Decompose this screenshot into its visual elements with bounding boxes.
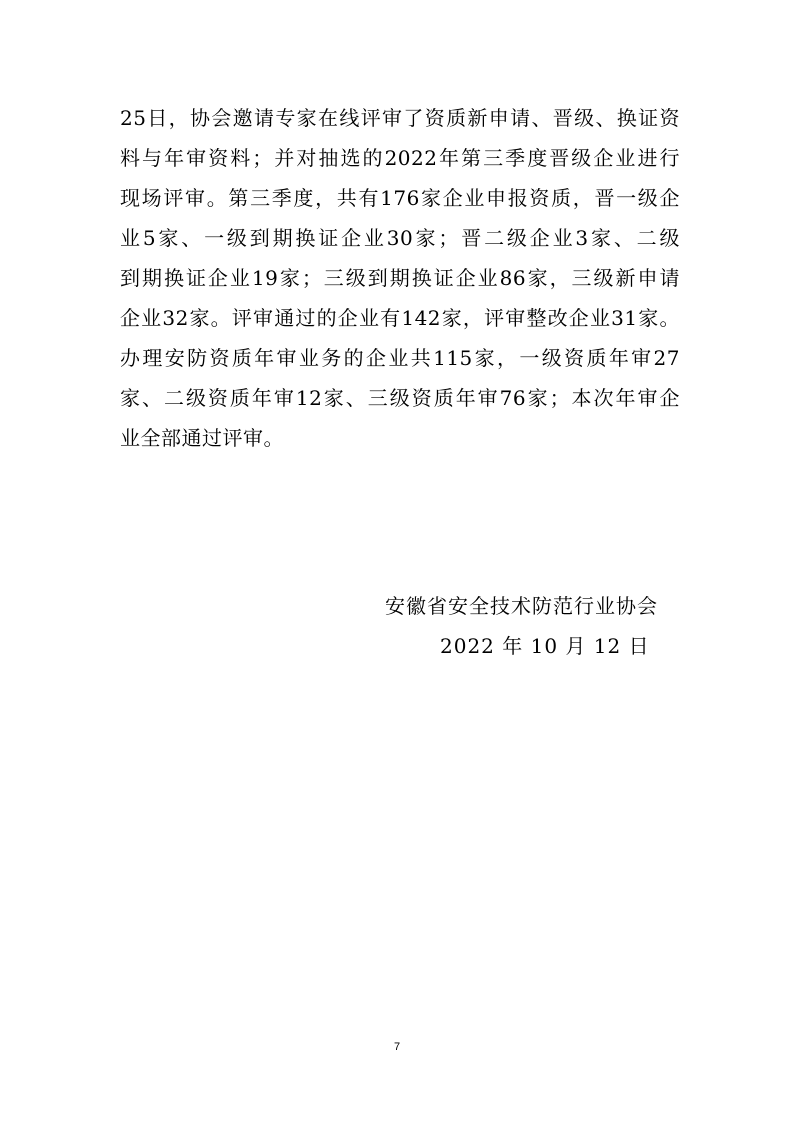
body-line: 业全部通过评审。 [120, 426, 284, 450]
page-number: 7 [393, 1041, 401, 1053]
body-line: 料与年审资料；并对抽选的2022年第三季度晋级企业进行 [120, 146, 680, 170]
body-paragraph [120, 98, 680, 458]
body-line: 现场评审。第三季度，共有176家企业申报资质，晋一级企 [120, 186, 680, 210]
body-line: 到期换证企业19家；三级到期换证企业86家，三级新申请 [120, 266, 680, 290]
body-line: 家、二级资质年审12家、三级资质年审76家；本次年审企 [120, 386, 680, 410]
body-line: 25日，协会邀请专家在线评审了资质新申请、晋级、换证资 [120, 106, 680, 130]
body-line: 业5家、一级到期换证企业30家；晋二级企业3家、二级 [120, 226, 680, 250]
signature-date: 2022 年 10 月 12 日 [440, 634, 650, 658]
body-line: 办理安防资质年审业务的企业共115家，一级资质年审27 [120, 346, 680, 370]
body-line: 企业32家。评审通过的企业有142家，评审整改企业31家。 [120, 306, 680, 330]
signature-organization: 安徽省安全技术防范行业协会 [385, 594, 658, 618]
